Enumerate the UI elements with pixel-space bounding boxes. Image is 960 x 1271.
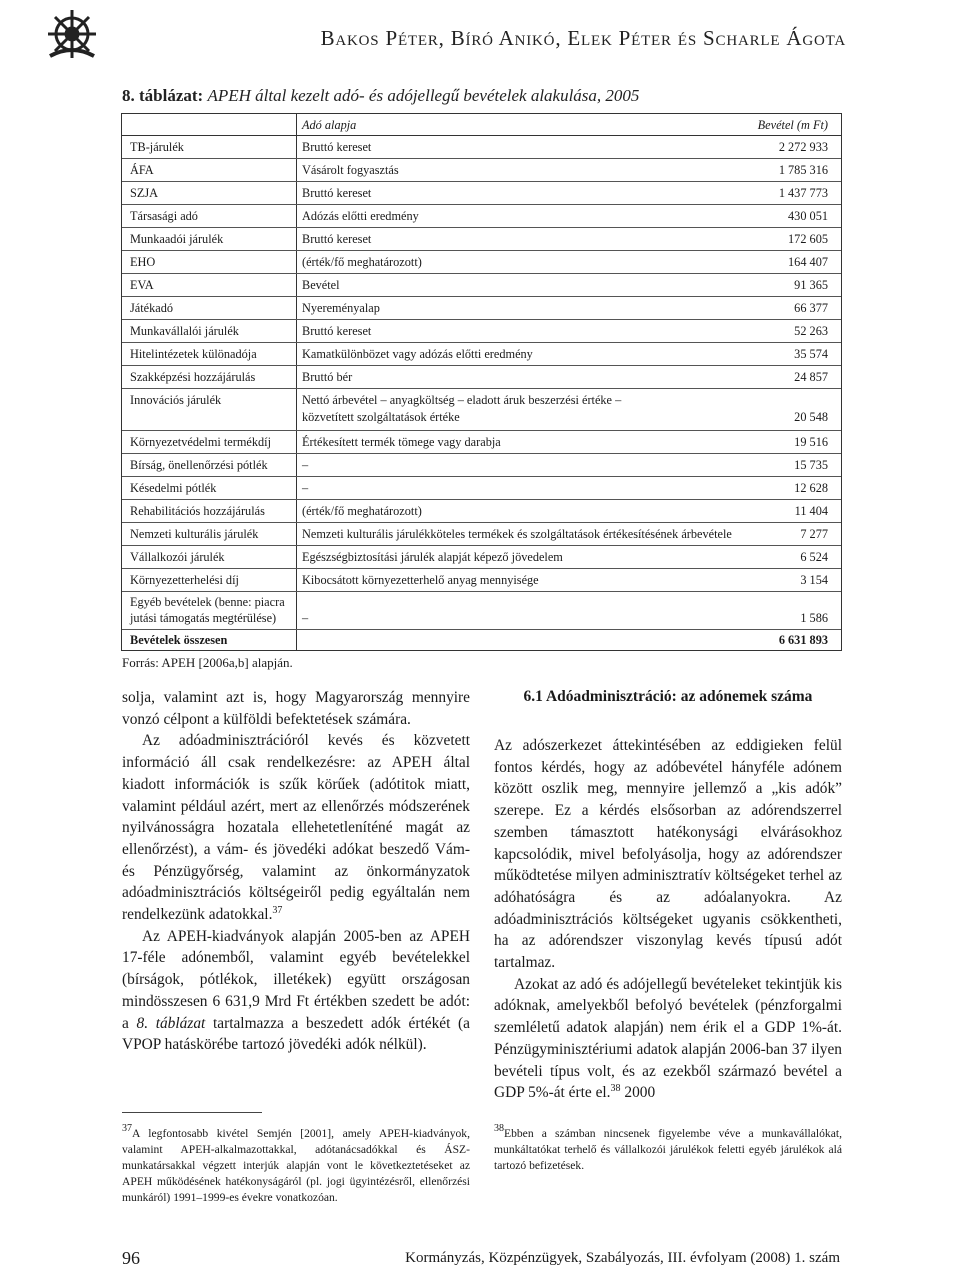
row-tax-base: Egészségbiztosítási járulék alapját képező jövedelem bbox=[302, 550, 563, 564]
row-tax-base: (érték/fő meghatározott) bbox=[302, 255, 422, 269]
table-caption: APEH által kezelt adó- és adójellegű bevételek alakulása, 2005 bbox=[207, 86, 640, 105]
row-revenue: 24 857 bbox=[794, 370, 828, 384]
paragraph: Az adóadminisztrációról kevés és közvetett információ áll csak rendelkezésre: az APEH által kiadott információk is szűk körűek (adótitok miatt, valamint például azért, mert az ellenőrzés módszerének nyilvánosságra hozatala ellehetetleníténé magát az ellenőrzést), a vám- és jövedéki adókat beszedő Vám- és Pénzügyőrség, valamint az önkormányzatok adóadminisztrációs költségeiről pedig egyáltalán nem rendelkezünk adatokkal.$^{37}$ bbox=[122, 732, 470, 924]
row-tax-name: EHO bbox=[130, 255, 156, 269]
row-tax-base: (érték/fő meghatározott) bbox=[302, 504, 422, 518]
row-revenue: 20 548 bbox=[794, 410, 828, 424]
table-row bbox=[122, 343, 841, 366]
table-row bbox=[122, 592, 841, 630]
table-number: 8. táblázat: bbox=[122, 86, 204, 105]
row-tax-name: Környezetvédelmi termékdíj bbox=[130, 435, 272, 449]
row-tax-base: Bruttó kereset bbox=[302, 324, 372, 338]
table-title bbox=[122, 86, 639, 106]
running-head-authors: Bakos Péter, Bíró Anikó, Elek Péter és Scharle Ágota bbox=[320, 26, 846, 50]
row-revenue: 35 574 bbox=[794, 347, 828, 361]
row-revenue: 3 154 bbox=[800, 573, 828, 587]
row-tax-base: Nemzeti kulturális járulékköteles termékek és szolgáltatások értékesítésének árbevétele bbox=[302, 527, 732, 541]
table-row bbox=[122, 136, 841, 159]
revenue-table bbox=[121, 113, 842, 651]
page-number: 96 bbox=[122, 1248, 140, 1268]
row-tax-name: Szakképzési hozzájárulás bbox=[130, 370, 256, 384]
paragraph: Azokat az adó és adójellegű bevételeket tekintjük kis adóknak, amelyekből befolyó bevételek (pénzforgalmi szemléletű adatok alapján) nem érik el a GDP 1%-át. Pénzügyminisztériumi adatok alapján 2006-ban 37 ilyen bevételi típus volt, és az ezekből származó bevétel a GDP 5%-át érte el.$^{38}$ 2000 bbox=[494, 975, 842, 1102]
header-col-revenue: Bevétel (m Ft) bbox=[757, 118, 828, 132]
row-tax-name: Bírság, önellenőrzési pótlék bbox=[130, 458, 268, 472]
table-row bbox=[122, 251, 841, 274]
row-tax-name: Rehabilitációs hozzájárulás bbox=[130, 504, 265, 518]
table-row bbox=[122, 546, 841, 569]
table-row bbox=[122, 320, 841, 343]
paragraph: Az APEH-kiadványok alapján 2005-ben az APEH 17-féle adónemből, valamint egyéb bevételekkel (bírságok, pótlékok, illetékek) együtt országosan mindösszesen 6 631,9 Mrd Ft értékben szedett be adót: a 8. táblázat tartalmazza a beszedett adók értékét (a VPOP hatáskörébe tartozó jövedéki adók nélkül). bbox=[122, 927, 470, 1054]
row-revenue: 66 377 bbox=[794, 301, 828, 315]
row-tax-base: Bruttó kereset bbox=[302, 232, 372, 246]
table-row bbox=[122, 477, 841, 500]
row-tax-name: Nemzeti kulturális járulék bbox=[130, 527, 259, 541]
row-revenue: 91 365 bbox=[794, 278, 828, 292]
table-row bbox=[122, 297, 841, 320]
paragraph: Az adószerkezet áttekintésében az eddigieken felül fontos kérdés, hogy az adóbevétel hányféle adónem között oszlik meg, mennyire jellemző a „kis adók” szerepe. Ez a kérdés elsősorban az adórendszerrel szemben támasztott hatékonysági elvárásokhoz kapcsolódik, mivel befolyásolja, hogy az adórendszer működtetése milyen adminisztratív költségeket terhel az adóhatóságra és az adóalanyokra. Az adóadminisztrációs költségeket ugyanis csökkentheti, ha az adórendszer viszonylag kevés típusú adót tartalmaz. bbox=[494, 737, 842, 972]
row-tax-base: Értékesített termék tömege vagy darabja bbox=[302, 435, 501, 449]
paragraph: solja, valamint azt is, hogy Magyarország mennyire vonzó célpont a külföldi befektetések számára. bbox=[122, 689, 470, 728]
row-revenue: 164 407 bbox=[788, 255, 828, 269]
total-label: Bevételek összesen bbox=[130, 633, 228, 647]
table-row bbox=[122, 159, 841, 182]
row-tax-base: – bbox=[302, 611, 309, 625]
footnote-ref-38: 38 bbox=[610, 1083, 621, 1095]
table-row bbox=[122, 182, 841, 205]
row-revenue: 15 735 bbox=[794, 458, 828, 472]
row-tax-base: Bruttó kereset bbox=[302, 186, 372, 200]
ship-wheel-emblem-icon bbox=[40, 4, 104, 64]
footnote-rule bbox=[122, 1112, 262, 1113]
row-tax-base-line2: közvetített szolgáltatások értéke bbox=[302, 410, 460, 424]
table-row bbox=[122, 274, 841, 297]
table-reference: 8. táblázat bbox=[136, 1014, 206, 1032]
total-value: 6 631 893 bbox=[778, 633, 828, 647]
row-tax-base: Kamatkülönbözet vagy adózás előtti eredmény bbox=[302, 347, 533, 361]
row-tax-name: Környezetterhelési díj bbox=[130, 573, 239, 587]
right-text-column bbox=[494, 735, 842, 1104]
row-revenue: 11 404 bbox=[794, 504, 828, 518]
footnote-37: $^{37}$A legfontosabb kivétel Semjén [2001], amely APEH-kiadványok, valamint APEH-alkalmazottakkal, adótanácsadókkal és ÁSZ-munkatársakkal végzett interjúk alapján vont le következtetéseket az APEH működésének hatékonyságáról (pl. jogi ügyintézésről, ellenőrzési munkáról) 1991–1999-es évekre vonatkozóan. bbox=[122, 1123, 470, 1204]
row-tax-name: Késedelmi pótlék bbox=[130, 481, 217, 495]
row-tax-name: EVA bbox=[130, 278, 154, 292]
table-row bbox=[122, 500, 841, 523]
row-revenue: 172 605 bbox=[788, 232, 828, 246]
row-tax-base: Nyereményalap bbox=[302, 301, 380, 315]
row-revenue: 430 051 bbox=[788, 209, 828, 223]
row-tax-base: Bruttó bér bbox=[302, 370, 353, 384]
row-tax-name: SZJA bbox=[130, 186, 159, 200]
row-tax-base: Bevétel bbox=[302, 278, 340, 292]
row-revenue: 2 272 933 bbox=[778, 140, 828, 154]
row-revenue: 19 516 bbox=[794, 435, 828, 449]
row-tax-name: Vállalkozói járulék bbox=[130, 550, 225, 564]
row-revenue: 1 586 bbox=[800, 611, 828, 625]
table-row bbox=[122, 454, 841, 477]
row-tax-base: – bbox=[302, 481, 309, 495]
journal-citation: Kormányzás, Közpénzügyek, Szabályozás, III. évfolyam (2008) 1. szám bbox=[405, 1250, 840, 1266]
table-row bbox=[122, 569, 841, 592]
row-revenue: 12 628 bbox=[794, 481, 828, 495]
table-row bbox=[122, 228, 841, 251]
row-tax-base: Adózás előtti eredmény bbox=[302, 209, 419, 223]
row-tax-base: Bruttó kereset bbox=[302, 140, 372, 154]
row-revenue: 7 277 bbox=[800, 527, 828, 541]
row-tax-name: Munkaadói járulék bbox=[130, 232, 224, 246]
row-tax-name: Munkavállalói járulék bbox=[130, 324, 239, 338]
row-tax-name: Hitelintézetek különadója bbox=[130, 347, 257, 361]
row-tax-name: Egyéb bevételek (benne: piacra bbox=[130, 595, 285, 609]
row-tax-base: Kibocsátott környezetterhelő anyag mennyisége bbox=[302, 573, 539, 587]
footnote-38: $^{38}$Ebben a számban nincsenek figyelembe véve a munkavállalókat, munkáltatókat terhelő és vállalkozói járulékok feletti egyéb járulékok alá tartozó befizetések. bbox=[494, 1123, 842, 1172]
row-tax-name: ÁFA bbox=[130, 163, 154, 177]
footnote-ref-37: 37 bbox=[272, 905, 283, 917]
row-tax-name: Társasági adó bbox=[130, 209, 198, 223]
table-row bbox=[122, 366, 841, 389]
row-revenue: 1 785 316 bbox=[778, 163, 828, 177]
row-tax-name: Innovációs járulék bbox=[130, 393, 222, 407]
table-source: Forrás: APEH [2006a,b] alapján. bbox=[122, 655, 293, 670]
row-tax-name: Játékadó bbox=[130, 301, 174, 315]
row-tax-base: Nettó árbevétel – anyagköltség – eladott áruk beszerzési értéke – bbox=[302, 393, 622, 407]
row-tax-name: TB-járulék bbox=[130, 140, 184, 154]
row-tax-base: – bbox=[302, 458, 309, 472]
row-tax-name-line2: jutási támogatás megtérülése) bbox=[130, 611, 277, 625]
row-revenue: 6 524 bbox=[800, 550, 828, 564]
table-header-row bbox=[122, 114, 841, 136]
table-row bbox=[122, 205, 841, 228]
table-total-row bbox=[122, 630, 841, 651]
row-tax-base: Vásárolt fogyasztás bbox=[302, 163, 399, 177]
table-row bbox=[122, 431, 841, 454]
section-heading: 6.1 Adóadminisztráció: az adónemek száma bbox=[523, 688, 813, 705]
header-col-base: Adó alapja bbox=[302, 118, 357, 132]
table-row bbox=[122, 523, 841, 546]
row-revenue: 52 263 bbox=[794, 324, 828, 338]
row-revenue: 1 437 773 bbox=[778, 186, 828, 200]
table-row bbox=[122, 389, 841, 431]
left-text-column bbox=[122, 687, 470, 1056]
